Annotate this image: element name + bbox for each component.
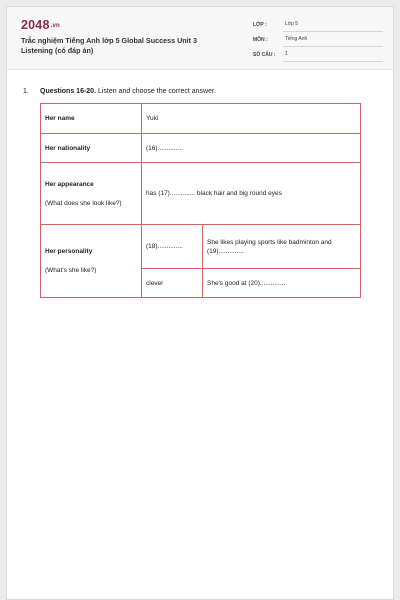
personality-label: Her personality: [45, 248, 93, 255]
appearance-label: Her appearance: [45, 180, 94, 188]
nationality-value: (16)..............: [142, 134, 361, 163]
info-table: [40, 103, 361, 298]
nationality-label: Her nationality: [41, 134, 142, 163]
meta-class-label: LỚP :: [253, 22, 267, 28]
personality-detail-1: She likes playing sports like badminton and (19)..............: [203, 225, 361, 269]
meta-subject-label: MÔN :: [253, 37, 268, 43]
name-value: Yuki: [142, 104, 361, 134]
appearance-value: has (17).............. black hair and big round eyes: [142, 163, 361, 225]
meta-class-value: Lớp 5: [283, 20, 383, 32]
personality-cell: [41, 225, 142, 298]
meta-class: [253, 20, 383, 34]
meta-count: [253, 50, 383, 64]
meta-count-value: 1: [283, 50, 383, 62]
personality-detail-2: She's good at (20)..............: [203, 269, 361, 298]
appearance-question: (What does she look like?): [45, 199, 122, 207]
personality-question: (What's she like?): [45, 267, 97, 274]
personality-trait-1: (18)..............: [142, 225, 203, 269]
table-row: [41, 225, 361, 269]
logo-suffix: .vn: [50, 22, 60, 29]
document-title: Trắc nghiệm Tiếng Anh lớp 5 Global Success Unit 3 Listening (có đáp án): [21, 36, 198, 55]
meta-subject: [253, 35, 383, 49]
question-heading: [23, 88, 216, 95]
page-header: [7, 7, 393, 70]
appearance-cell: [41, 163, 142, 225]
logo-text: 2048: [21, 18, 50, 32]
table-row: [41, 134, 361, 163]
question-instruction: Listen and choose the correct answer.: [97, 88, 216, 95]
table-row: [41, 163, 361, 225]
table-row: [41, 104, 361, 134]
question-number: 1.: [23, 88, 29, 95]
name-label: Her name: [41, 104, 142, 134]
question-title: Questions 16-20.: [40, 88, 97, 95]
meta-subject-value: Tiếng Anh: [283, 35, 383, 47]
personality-trait-2: clever: [142, 269, 203, 298]
meta-count-label: SỐ CÂU :: [253, 52, 276, 58]
worksheet-page: [6, 6, 394, 600]
site-logo[interactable]: [21, 18, 60, 32]
